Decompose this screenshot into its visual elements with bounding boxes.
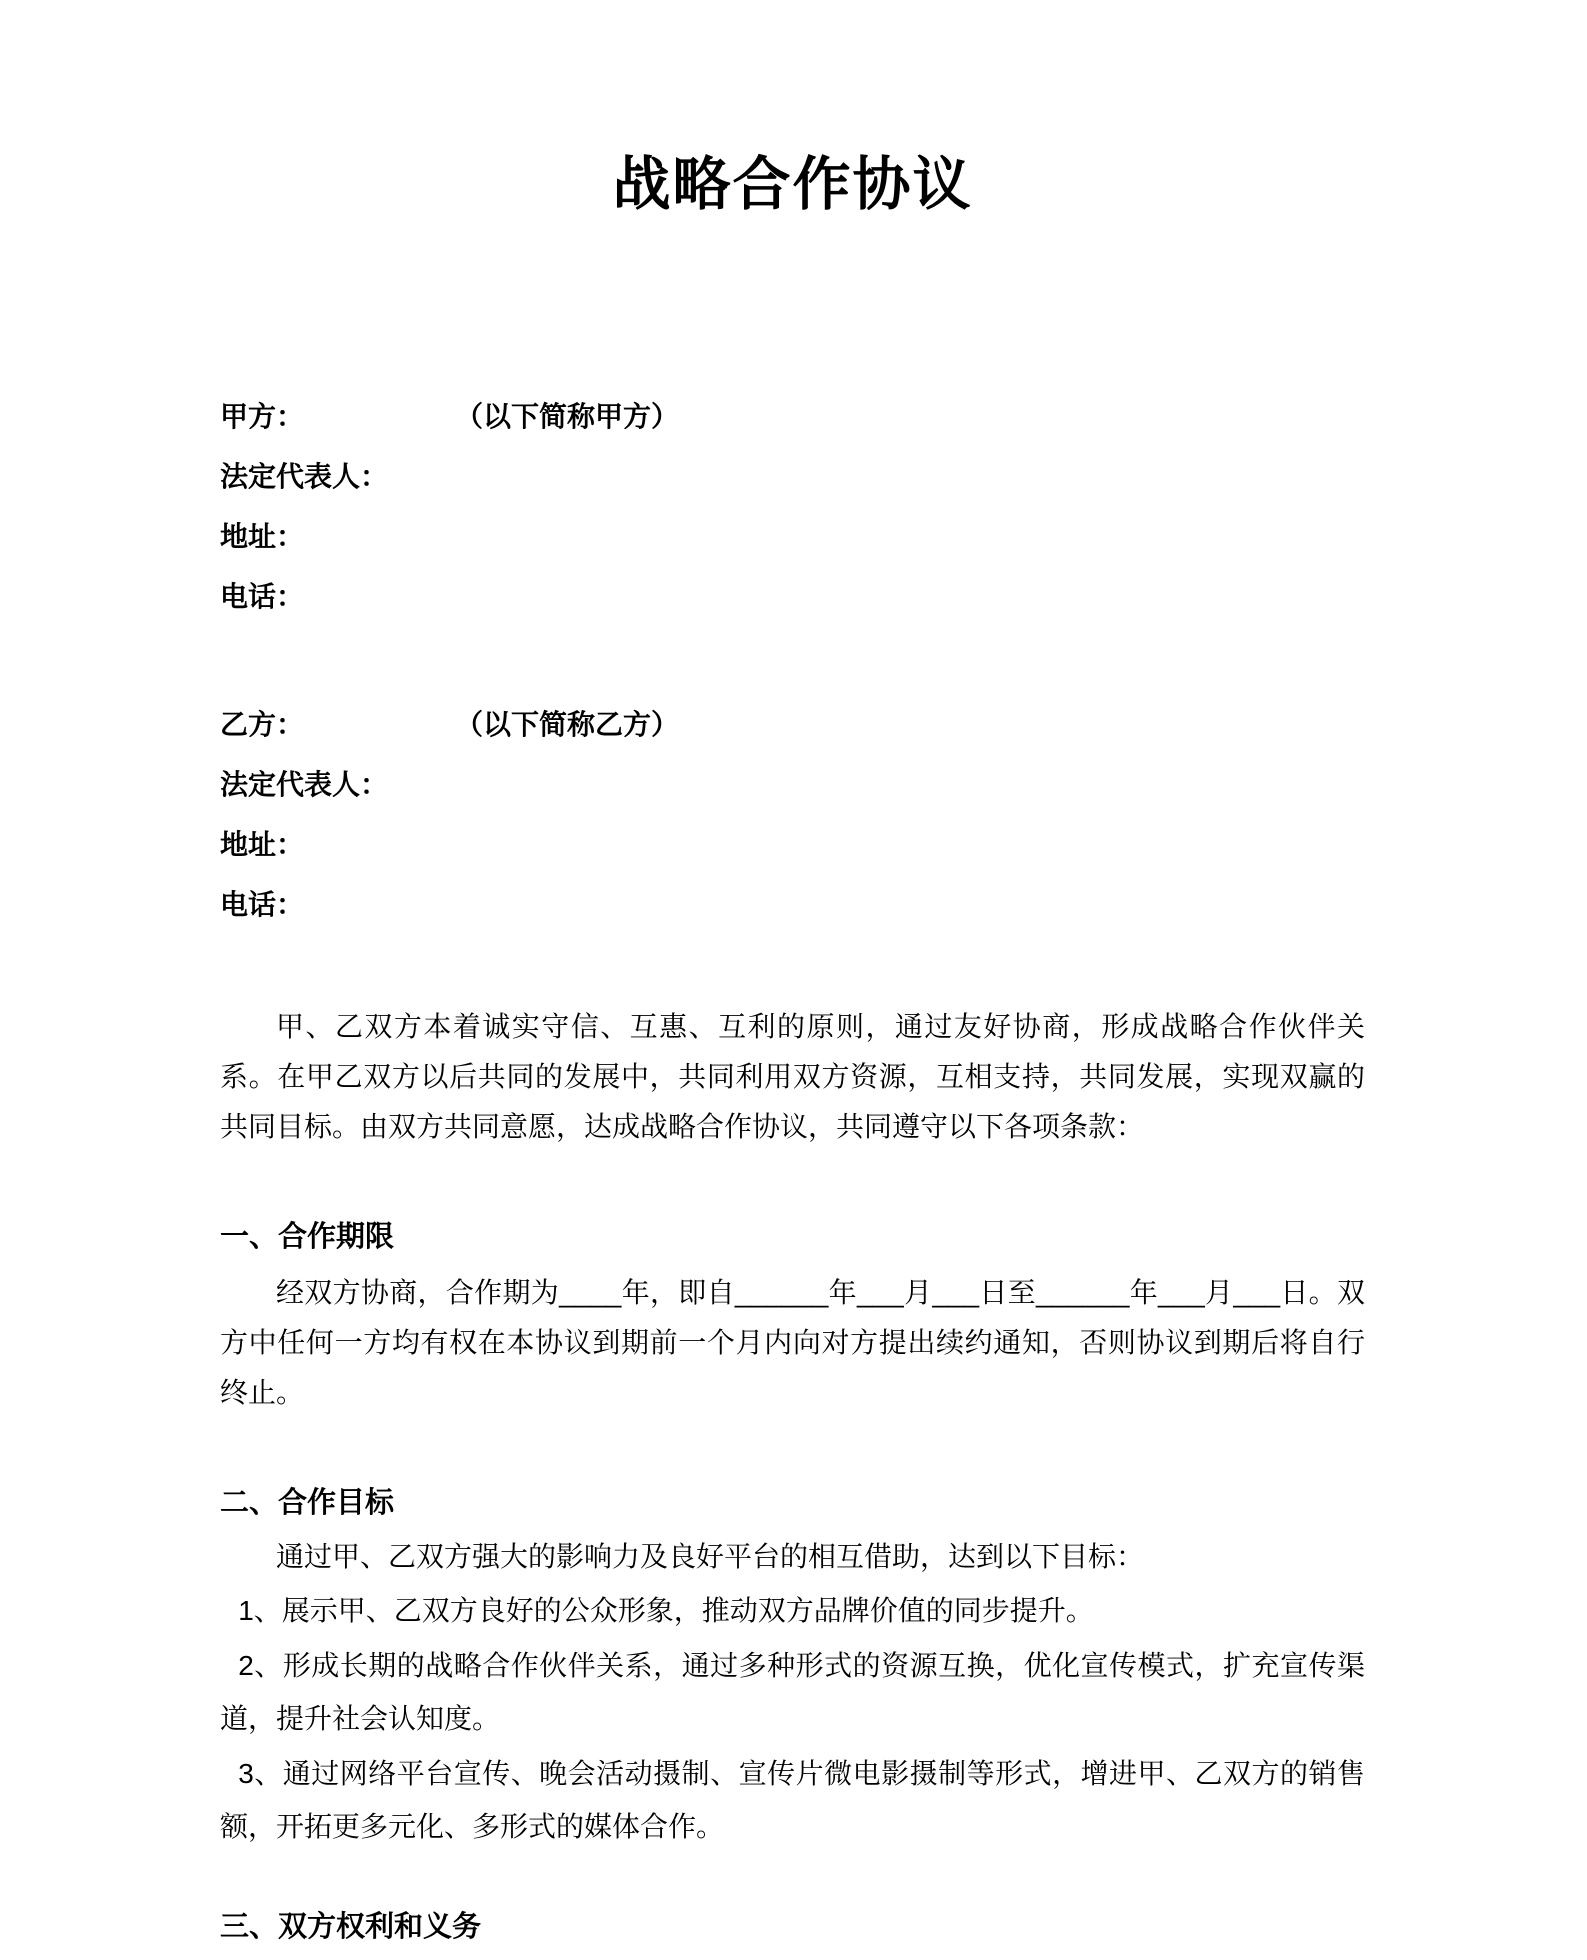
party-b-representative-label: 法定代表人：: [220, 769, 389, 800]
section-1-heading: 一、合作期限: [220, 1221, 395, 1253]
section-2-item-3: 3、通过网络平台宣传、晚会活动摄制、宣传片微电影摄制等形式，增进甲、乙双方的销售额，开拓更多元化、多形式的媒体合作。: [220, 1758, 1365, 1842]
party-a-address-label: 地址：: [220, 521, 305, 552]
party-b-representative-row: [220, 755, 1365, 815]
party-b-address-label: 地址：: [220, 829, 305, 860]
document-title: 战略合作协议: [612, 152, 973, 217]
party-b-note: （以下简称乙方）: [469, 709, 680, 740]
party-b-phone-row: [220, 875, 1365, 935]
party-a-block: [220, 387, 1365, 627]
party-b-address-row: [220, 815, 1365, 875]
party-a-note: （以下简称甲方）: [469, 401, 680, 432]
section-2-item-1: 1、展示甲、乙双方良好的公众形象，推动双方品牌价值的同步提升。: [238, 1595, 1094, 1626]
party-b-label: 乙方：: [220, 709, 305, 740]
section-1-paragraph: 经双方协商，合作期为____年，即自______年___月___日至______年___月___日。双方中任何一方均有权在本协议到期前一个月内向对方提出续约通知，否则协议到期后将自行终止。: [220, 1277, 1365, 1408]
party-a-representative-row: [220, 447, 1365, 507]
party-b-phone-label: 电话：: [220, 889, 305, 920]
party-b-block: [220, 695, 1365, 935]
section-2-intro: 通过甲、乙双方强大的影响力及良好平台的相互借助，达到以下目标：: [276, 1541, 1145, 1572]
party-a-representative-label: 法定代表人：: [220, 461, 389, 492]
party-a-phone-row: [220, 567, 1365, 627]
party-a-address-row: [220, 507, 1365, 567]
section-2-heading: 二、合作目标: [220, 1487, 395, 1519]
party-b-name-row: [220, 695, 1365, 755]
party-a-phone-label: 电话：: [220, 581, 305, 612]
party-a-label: 甲方：: [220, 401, 305, 432]
section-2-item-2: 2、形成长期的战略合作伙伴关系，通过多种形式的资源互换，优化宣传模式，扩充宣传渠道，提升社会认知度。: [220, 1650, 1365, 1734]
section-3-heading: 三、双方权利和义务: [220, 1911, 482, 1943]
party-a-name-row: [220, 387, 1365, 447]
preamble-paragraph: 甲、乙双方本着诚实守信、互惠、互利的原则，通过友好协商，形成战略合作伙伴关系。在甲乙双方以后共同的发展中，共同利用双方资源，互相支持，共同发展，实现双赢的共同目标。由双方共同意愿，达成战略合作协议，共同遵守以下各项条款：: [220, 1011, 1365, 1142]
